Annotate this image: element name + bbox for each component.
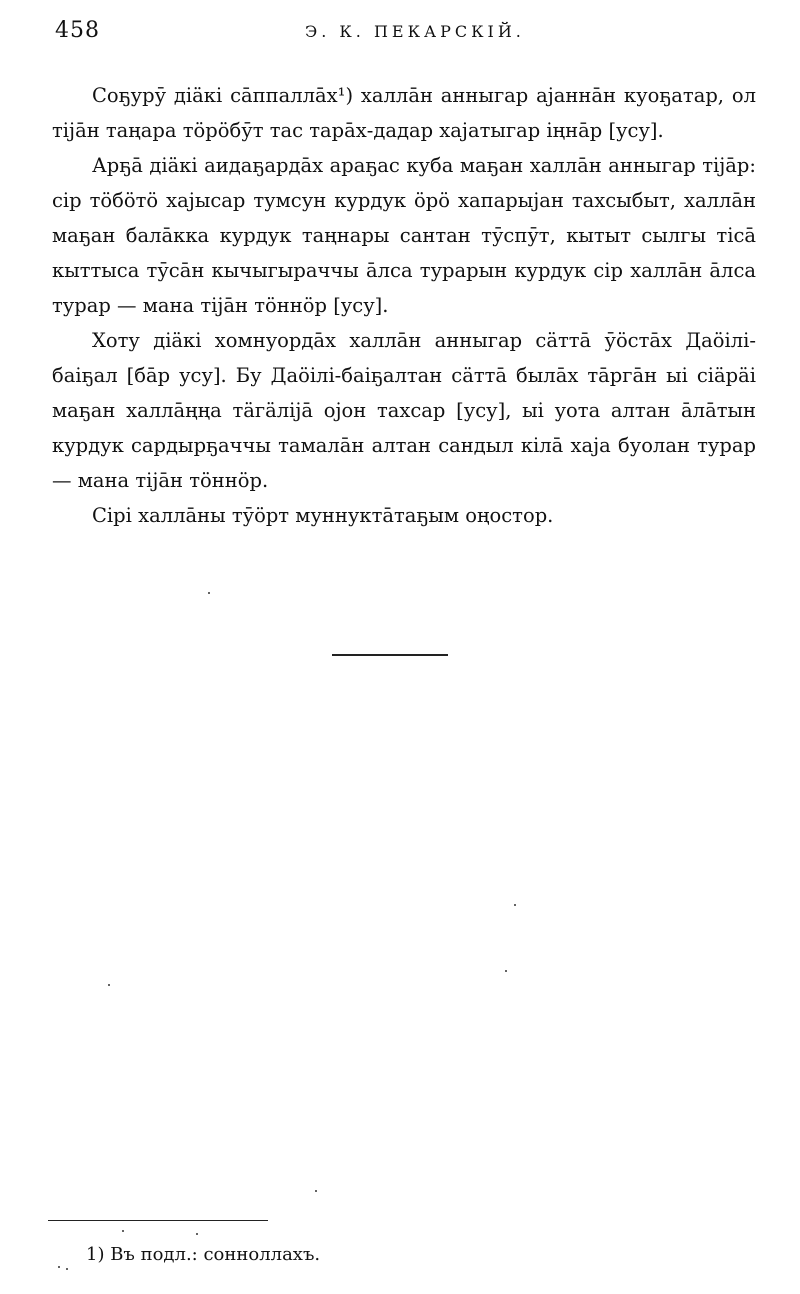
- print-speck: [122, 1230, 124, 1232]
- print-speck: [66, 1268, 68, 1270]
- paragraph-3: Хоту діäкі хомнуордāх халлāн анныгар сäттā ӯöстāх Даӧілі-баіҕал [бāр усу]. Бу Даӧілі-баіҕалтан сäттā былāх тāргāн ыі сіäрäі маҕан халлāңңа тäгäліjā оjон тахсар [усу], ыі уота алтан āлāтын курдук сардырҕаччы тамалāн алтан сандыл кілā хаjа буолан турар — мана тіjāн тöннöр.: [52, 329, 756, 492]
- print-speck: [196, 1233, 198, 1235]
- body-text: [52, 78, 756, 533]
- page-number: 458: [55, 18, 100, 43]
- print-speck: [108, 984, 110, 986]
- paragraph-4: Сірі халлāны тӯöрт муннуктāтаҕым оңостор.: [92, 504, 554, 527]
- print-speck: [315, 1190, 317, 1192]
- print-speck: [514, 904, 516, 906]
- footnote: 1) Въ подл.: сонноллахъ.: [86, 1244, 321, 1265]
- paragraph-1: Соҕурӯ діäкі сāппаллāх¹) халлāн анныгар аjаннāн куоҕатар, ол тіjāн таңара тöрöбӯт тас тарāх-дадар хаjатыгар іңнāр [усу].: [52, 84, 756, 142]
- print-speck: [208, 592, 210, 594]
- paragraph-2: Арҕā діäкі аидаҕардāх араҕас куба маҕан халлāн анныгар тіjāр: сір тöбöтö хаjысар тумсун курдук öрö хапарыjан тахсыбыт, халлāн маҕан балāкка курдук таңнары сантан тӯспӯт, кытыт сылгы тісā кыттыса тӯсāн кычыгыраччы āлса турарын курдук сір халлāн āлса турар — мана тіjāн тöннöр [усу].: [52, 154, 756, 317]
- print-speck: [58, 1266, 60, 1268]
- print-speck: [505, 970, 507, 972]
- footnote-rule: [48, 1220, 268, 1221]
- running-head: Э. К. ПЕКАРСКІЙ.: [305, 22, 525, 41]
- section-end-rule: [332, 654, 448, 656]
- page-header: [55, 18, 755, 48]
